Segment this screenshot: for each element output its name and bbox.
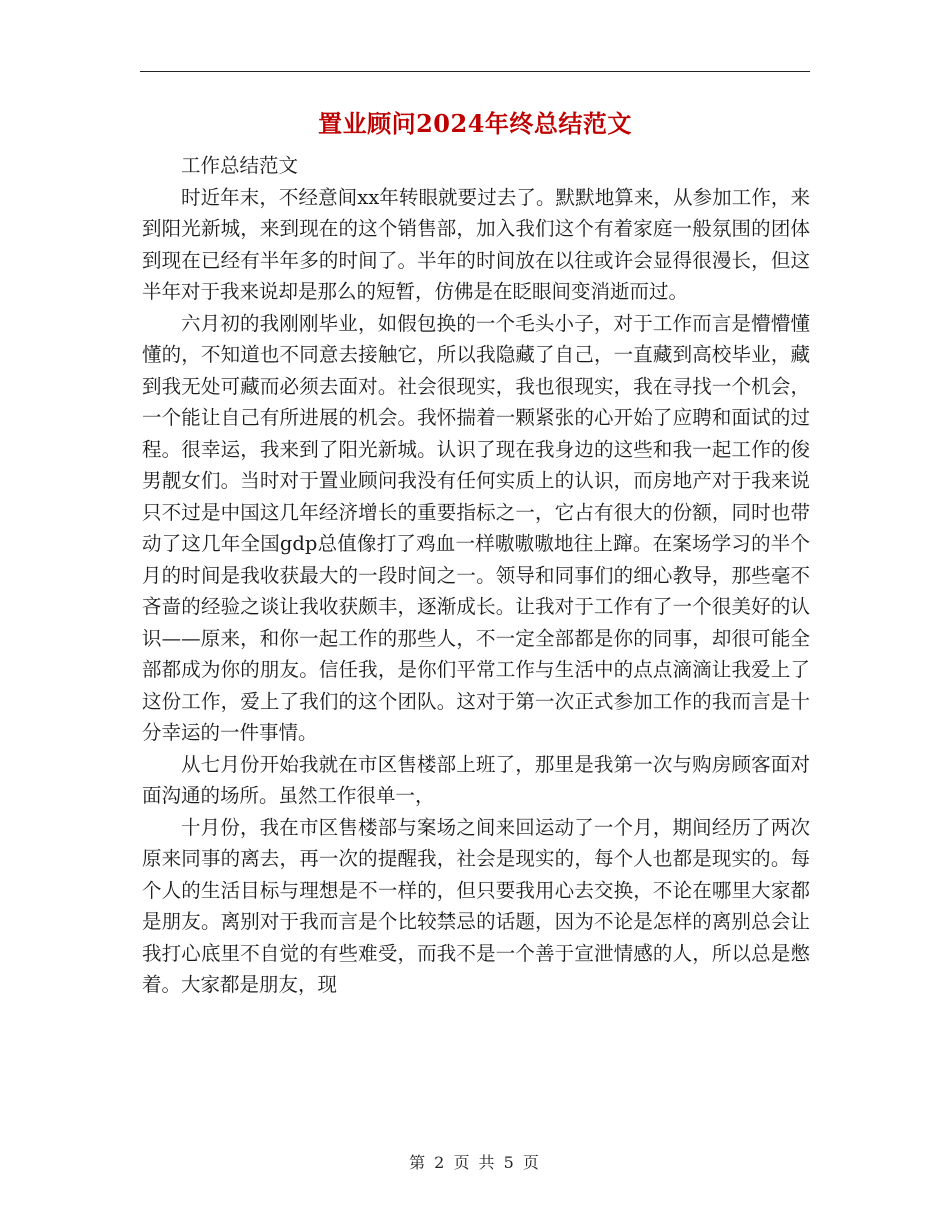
page-number: 第 2 页 共 5 页 (409, 1153, 541, 1172)
paragraph: 工作总结范文 (181, 154, 299, 177)
paragraph: 从七月份开始我就在市区售楼部上班了，那里是我第一次与购房顾客面对面沟通的场所。虽然工作很单一， (142, 752, 810, 807)
page-footer (0, 1150, 950, 1173)
paragraph: 六月初的我刚刚毕业，如假包换的一个毛头小子，对于工作而言是懵懵懂懂的，不知道也不同意去接触它，所以我隐藏了自己，一直藏到高校毕业，藏到我无处可藏而必须去面对。社会很现实，我也很现实，我在寻找一个机会，一个能让自己有所进展的机会。我怀揣着一颗紧张的心开始了应聘和面试的过程。很幸运，我来到了阳光新城。认识了现在我身边的这些和我一起工作的俊男靓女们。当时对于置业顾问我没有任何实质上的认识，而房地产对于我来说只不过是中国这几年经济增长的重要指标之一，它占有很大的份额，同时也带动了这几年全国gdp总值像打了鸡血一样嗷嗷嗷地往上蹿。在案场学习的半个月的时间是我收获最大的一段时间之一。领导和同事们的细心教导，那些毫不吝啬的经验之谈让我收获颇丰，逐渐成长。让我对于工作有了一个很美好的认识——原来，和你一起工作的那些人，不一定全部都是你的同事，却很可能全部都成为你的朋友。信任我，是你们平常工作与生活中的点点滴滴让我爱上了这份工作，爱上了我们的这个团队。这对于第一次正式参加工作的我而言是十分幸运的一件事情。 (142, 311, 810, 744)
paragraph: 十月份，我在市区售楼部与案场之间来回运动了一个月，期间经历了两次原来同事的离去，再一次的提醒我，社会是现实的，每个人也都是现实的。每个人的生活目标与理想是不一样的，但只要我用心去交换，不论在哪里大家都是朋友。离别对于我而言是个比较禁忌的话题，因为不论是怎样的离别总会让我打心底里不自觉的有些难受，而我不是一个善于宣泄情感的人，所以总是憋着。大家都是朋友，现 (142, 815, 810, 996)
document-body (142, 150, 810, 1001)
paragraph: 时近年末，不经意间xx年转眼就要过去了。默默地算来，从参加工作，来到阳光新城，来到现在的这个销售部，加入我们这个有着家庭一般氛围的团体到现在已经有半年多的时间了。半年的时间放在以往或许会显得很漫长，但这半年对于我来说却是那么的短暂，仿佛是在眨眼间变消逝而过。 (142, 185, 810, 303)
document-title: 置业顾问2024年终总结范文 (318, 109, 632, 138)
header-rule (140, 71, 810, 72)
